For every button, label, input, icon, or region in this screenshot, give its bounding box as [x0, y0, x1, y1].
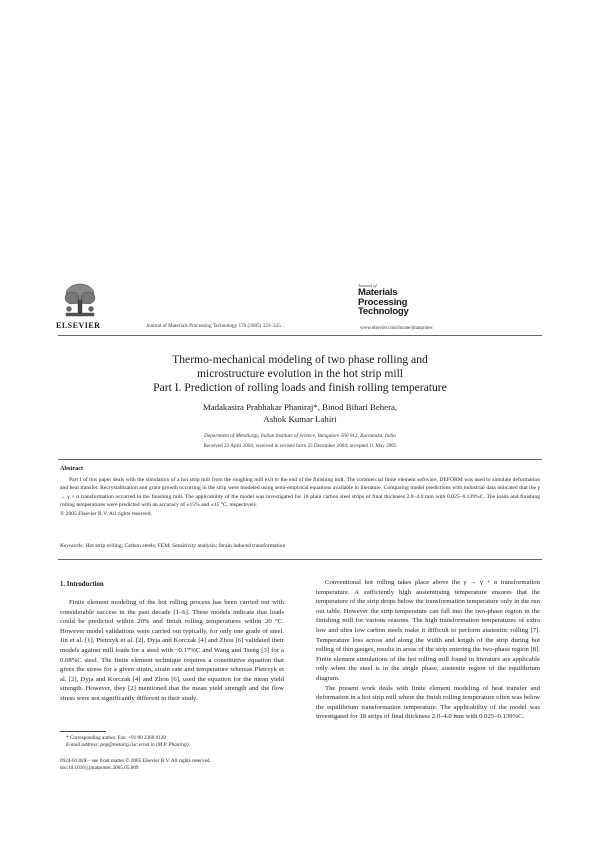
title-line-1: Thermo-mechanical modeling of two phase rolling and: [172, 353, 428, 366]
abstract-bottom-rule: [58, 559, 542, 560]
journal-url: www.elsevier.com/locate/jmatprotec: [360, 326, 433, 331]
journal-logo-prefix: Journal of: [358, 283, 377, 288]
copyright: © 2005 Elsevier B.V. All rights reserved.: [60, 510, 152, 517]
footnote-corresponding: * Corresponding author. Fax: +91 80 2360 0120: [66, 735, 167, 741]
journal-logo-line-3: Technology: [358, 306, 409, 317]
author-line-2: Ashok Kumar Lahiri: [263, 413, 337, 424]
title-line-3: Part I. Prediction of rolling loads and finish rolling temperature: [153, 381, 447, 395]
publisher-name: ELSEVIER: [56, 321, 101, 330]
abstract-body: [60, 476, 540, 518]
author-line-1: Madakasira Prabhakar Phaniraj*, Binod Bihari Behera,: [202, 402, 398, 412]
intro-paragraph-2: Conventional hot rolling takes place above the γ → γ + α transformation temperature. A sufficiently high austenitising temperature ensures that the temperature of the strip drops below the transformation temperature only in the run out table. However the strip temperature can fall into the two-phase region in the finishing mill for various reasons. The high transformation temperatures of extra low and ultra low carbon steels make it difficult to perform austenitic rolling [7]. Temperature loss across and along the width and length of the strip during hot rolling of thin gauges, results in areas of the strip entering the two-phase region [8]. Finite element simulations of the hot rolling mill found in literature are applicable only when the steel is in the single phase, austenite region of the equilibrium diagram.: [316, 579, 540, 682]
body-column-left: [60, 598, 284, 704]
author-list: [60, 402, 540, 425]
journal-logo-line-1: Materials: [358, 287, 398, 298]
footnote-email: E-mail address: pnp@metalrg.iisc.ernet.in (M.P. Phaniraj).: [66, 742, 190, 749]
keywords-label: Keywords:: [60, 543, 85, 549]
abstract-heading: Abstract: [60, 465, 84, 472]
journal-logo: [358, 283, 418, 317]
footnote-rule: [60, 731, 106, 732]
front-matter: [60, 758, 300, 772]
affiliation: Department of Metallurgy, Indian Institute of Science, Bangalore 560 012, Karnataka, India: [204, 433, 396, 439]
section-heading-introduction: 1. Introduction: [60, 581, 104, 588]
intro-paragraph-1: Finite element modeling of the hot rolling process has been carried out with considerable success in the past decade [1–6]. These models indicate that loads could be predicted within 20% and finish rolling temperatures within 20 °C. However model validations were carried out typically, for only one grade of steel. Jin et al. [1], Pietrzyk et al. [2], Dyja and Korczak [4] and Zhou [6] validated their models against mill loads for a steel with ~0.17%C and Wang and Tseng [3] for a 0.08%C steel. The finite element technique requires a constitutive equation that gives the stress for a given strain, strain rate and temperature whereas Pietrzyk et al. [2], Dyja and Korczak [4] and Zhou [6], used the equation for the mean yield strength. However, they [2] mentioned that the mean yield strength and the flow stress were not significantly different in their study.: [60, 599, 284, 702]
journal-reference: Journal of Materials Processing Technology 170 (2005) 323–335: [146, 323, 281, 329]
intro-paragraph-3: The present work deals with finite element modeling of heat transfer and deformation in a hot strip mill where the finish rolling temperature often was below the equilibrium transformation temperature. The applicability of the model was investigated for 18 strips of final thickness 2.0–4.0 mm with 0.025–0.139%C.: [316, 684, 540, 721]
body-column-right: [316, 578, 540, 722]
keywords-list: Hot strip rolling; Carbon steels; FEM; Sensitivity analysis; Strain induced transformation: [85, 543, 286, 549]
article-title: [60, 353, 540, 396]
abstract-text: Part I of this paper deals with the simulation of a hot strip mill from the roughing mill exit to the end of the finishing mill. The commercial finite element software, DEFORM was used to simulate deformation and heat transfer. Recrystallisation and grain growth occurring in the strip were modeled using semi-empirical equations available in literature. Comparing model predictions with industrial data indicated that the γ → γ + α transformation occurred in the finishing mill. The applicability of the model was investigated for 18 plain carbon steel strips of final thickness 2.0–4.0 mm with 0.025–0.139%C. The loads and finishing rolling temperatures were predicted with an accuracy of ±15% and ±15 °C, respectively.: [60, 477, 540, 509]
footnotes: [60, 735, 300, 749]
doi-line: doi:10.1016/j.jmatprotec.2005.05.009: [60, 765, 139, 772]
issn-line: 0924-0136/$ – see front matter © 2005 Elsevier B.V. All rights reserved.: [60, 758, 211, 764]
header-rule: [58, 335, 542, 336]
keywords: [60, 543, 540, 549]
received-dates: Received 23 April 2004; received in revised form 23 December 2004; accepted 11 May 2005: [203, 443, 397, 449]
journal-logo-line-2: Processing: [358, 296, 408, 308]
title-line-2: microstructure evolution in the hot strip mill: [196, 367, 404, 381]
abstract-top-rule: [58, 459, 542, 460]
